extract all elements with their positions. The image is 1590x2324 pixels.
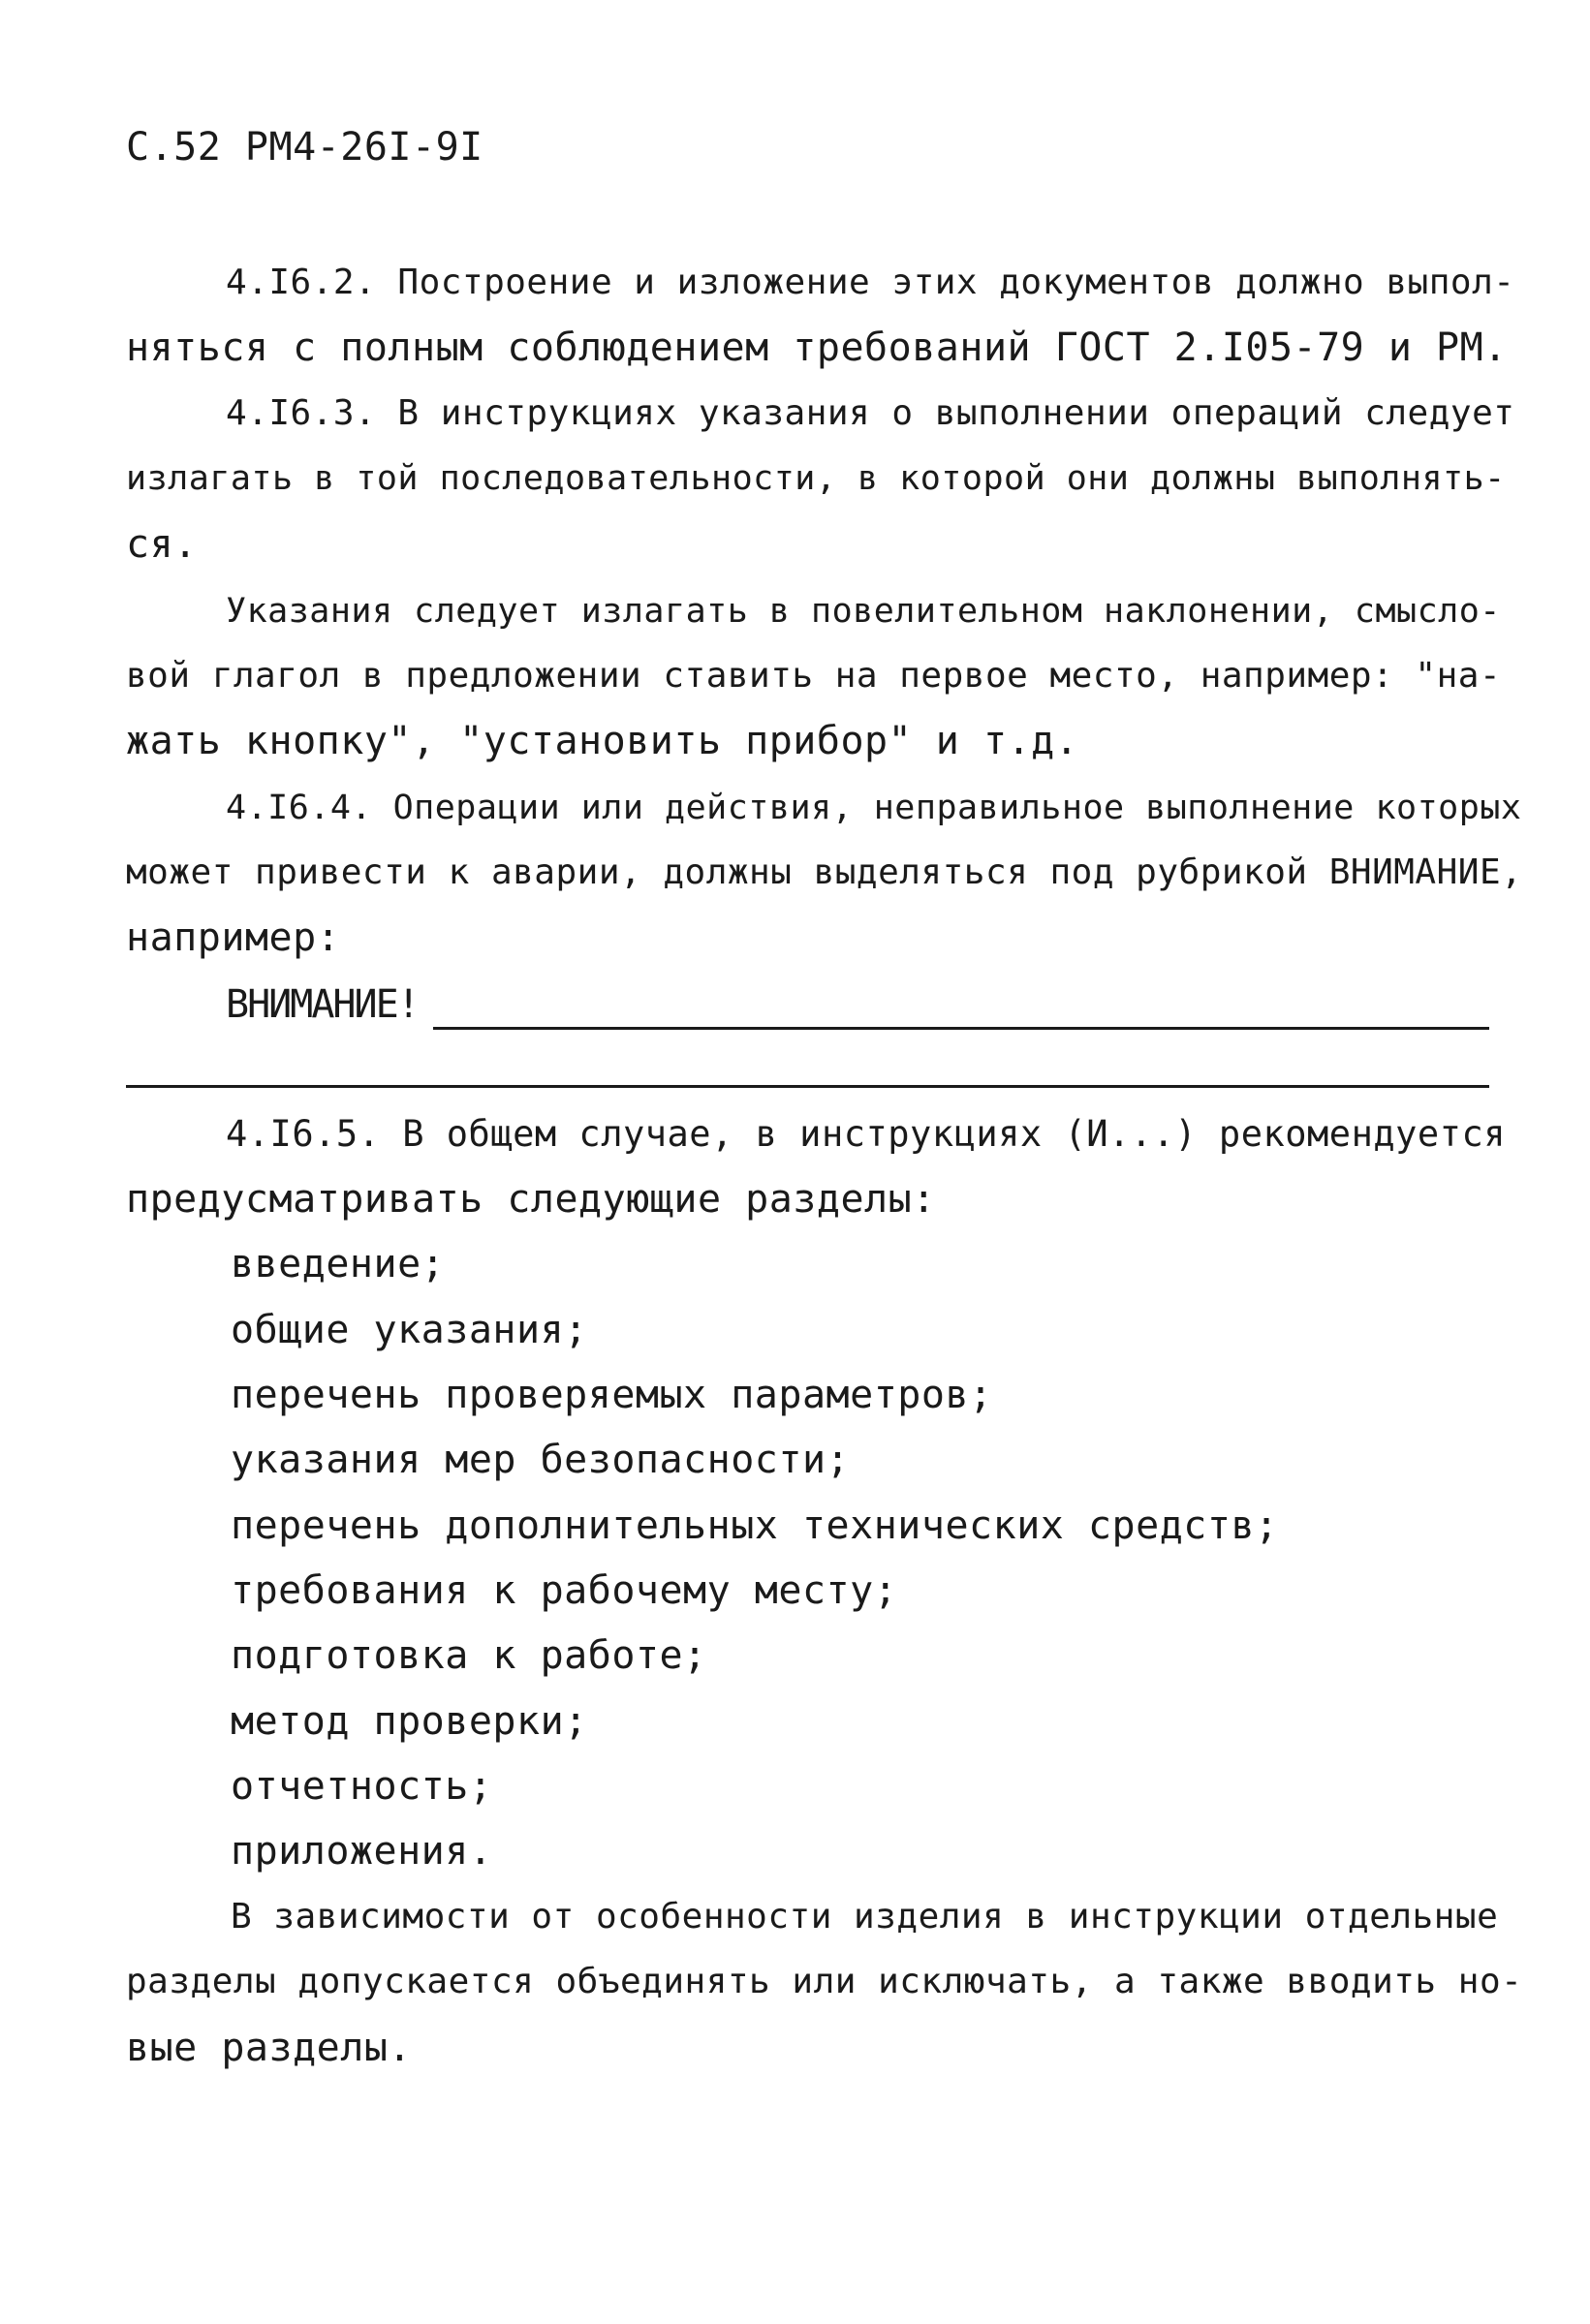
list-item: перечень дополнительных технических средств; [231, 1503, 1279, 1548]
list-item: перечень проверяемых параметров; [231, 1373, 993, 1417]
list-item: отчетность; [231, 1764, 493, 1809]
list-item: общие указания; [231, 1308, 588, 1352]
list-item: введение; [231, 1242, 446, 1286]
instructions-para-line-3: жать кнопку", "установить прибор" и т.д. [126, 719, 1079, 763]
section-4-16-3-line-3: ся. [126, 522, 198, 567]
warning-blank-line [433, 1027, 1489, 1030]
section-4-16-5-line-1: 4.I6.5. В общем случае, в инструкциях (И...) рекомендуется [226, 1113, 1507, 1155]
section-4-16-4-line-1: 4.I6.4. Операции или действия, неправильное выполнение которых [226, 789, 1522, 827]
section-4-16-3-line-2: излагать в той последовательности, в которой они должны выполнять- [126, 459, 1506, 498]
instructions-para-line-2: вой глагол в предложении ставить на первое место, например: "на- [126, 656, 1502, 696]
section-4-16-5-line-2: предусматривать следующие разделы: [126, 1177, 936, 1222]
section-4-16-4-line-3: например: [126, 915, 341, 960]
list-item: приложения. [231, 1829, 493, 1874]
list-item: указания мер безопасности; [231, 1438, 851, 1482]
closing-para-line-1: В зависимости от особенности изделия в инструкции отдельные [231, 1897, 1499, 1937]
list-item: требования к рабочему месту; [231, 1568, 898, 1613]
list-item: метод проверки; [231, 1699, 588, 1744]
instructions-para-line-1: Указания следует излагать в повелительном наклонении, смысло- [226, 592, 1501, 631]
closing-para-line-3: вые разделы. [126, 2026, 412, 2070]
list-item: подготовка к работе; [231, 1633, 707, 1678]
section-4-16-3-line-1: 4.I6.3. В инструкциях указания о выполнении операций следует [226, 393, 1515, 433]
section-4-16-2-line-1: 4.I6.2. Построение и изложение этих документов должно выпол- [226, 263, 1515, 302]
section-4-16-4-line-2: может привести к аварии, должны выделяться под рубрикой ВНИМАНИЕ, [126, 852, 1523, 892]
closing-para-line-2: разделы допускается объединять или исключать, а также вводить но- [126, 1962, 1523, 2001]
page-reference: С.52 РМ4-26I-9I [126, 125, 483, 170]
warning-label: ВНИМАНИЕ! [226, 982, 419, 1027]
warning-continuation-line [126, 1085, 1489, 1088]
section-4-16-2-line-2: няться с полным соблюдением требований ГОСТ 2.I05-79 и РМ. [126, 325, 1508, 370]
